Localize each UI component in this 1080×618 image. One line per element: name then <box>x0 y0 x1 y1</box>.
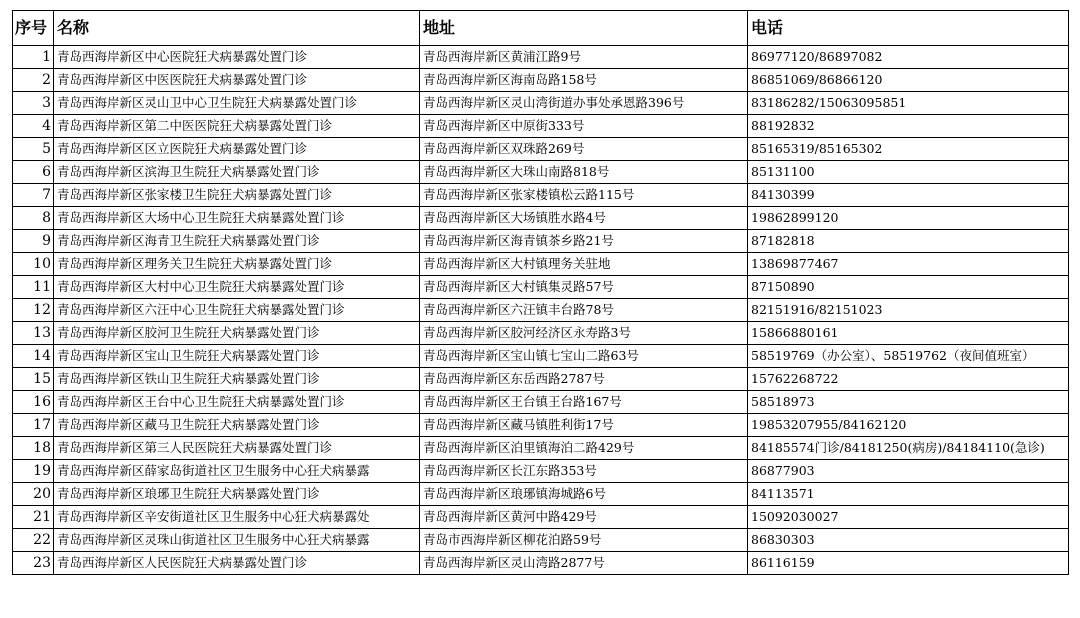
cell-no: 11 <box>13 276 54 299</box>
cell-no: 5 <box>13 138 54 161</box>
cell-phone: 58519769（办公室）、58519762（夜间值班室） <box>748 345 1069 368</box>
cell-address: 青岛西海岸新区灵山湾路2877号 <box>420 552 748 575</box>
cell-no: 15 <box>13 368 54 391</box>
cell-name: 青岛西海岸新区胶河卫生院狂犬病暴露处置门诊 <box>54 322 420 345</box>
cell-name: 青岛西海岸新区辛安街道社区卫生服务中心狂犬病暴露处 <box>54 506 420 529</box>
cell-phone: 85165319/85165302 <box>748 138 1069 161</box>
cell-address: 青岛西海岸新区王台镇王台路167号 <box>420 391 748 414</box>
table-row <box>13 345 1069 368</box>
header-address: 地址 <box>420 11 748 46</box>
cell-phone: 86977120/86897082 <box>748 46 1069 69</box>
cell-phone: 19853207955/84162120 <box>748 414 1069 437</box>
cell-no: 21 <box>13 506 54 529</box>
cell-phone: 88192832 <box>748 115 1069 138</box>
cell-phone: 85131100 <box>748 161 1069 184</box>
table-row <box>13 276 1069 299</box>
cell-name: 青岛西海岸新区薛家岛街道社区卫生服务中心狂犬病暴露 <box>54 460 420 483</box>
table-row <box>13 483 1069 506</box>
cell-address: 青岛西海岸新区双珠路269号 <box>420 138 748 161</box>
cell-name: 青岛西海岸新区第二中医医院狂犬病暴露处置门诊 <box>54 115 420 138</box>
header-no: 序号 <box>13 11 54 46</box>
table-row <box>13 391 1069 414</box>
cell-no: 22 <box>13 529 54 552</box>
table-row <box>13 460 1069 483</box>
cell-phone: 87150890 <box>748 276 1069 299</box>
cell-name: 青岛西海岸新区人民医院狂犬病暴露处置门诊 <box>54 552 420 575</box>
cell-phone: 13869877467 <box>748 253 1069 276</box>
cell-phone: 19862899120 <box>748 207 1069 230</box>
table-row <box>13 230 1069 253</box>
cell-address: 青岛西海岸新区东岳西路2787号 <box>420 368 748 391</box>
cell-name: 青岛西海岸新区王台中心卫生院狂犬病暴露处置门诊 <box>54 391 420 414</box>
cell-address: 青岛西海岸新区大珠山南路818号 <box>420 161 748 184</box>
table-row <box>13 92 1069 115</box>
cell-no: 17 <box>13 414 54 437</box>
cell-name: 青岛西海岸新区灵珠山街道社区卫生服务中心狂犬病暴露 <box>54 529 420 552</box>
cell-address: 青岛西海岸新区藏马镇胜利街17号 <box>420 414 748 437</box>
cell-name: 青岛西海岸新区中医医院狂犬病暴露处置门诊 <box>54 69 420 92</box>
cell-name: 青岛西海岸新区第三人民医院狂犬病暴露处置门诊 <box>54 437 420 460</box>
table-row <box>13 368 1069 391</box>
table-row <box>13 253 1069 276</box>
cell-phone: 86877903 <box>748 460 1069 483</box>
cell-no: 7 <box>13 184 54 207</box>
cell-name: 青岛西海岸新区大村中心卫生院狂犬病暴露处置门诊 <box>54 276 420 299</box>
table-header-row <box>13 11 1069 46</box>
cell-name: 青岛西海岸新区宝山卫生院狂犬病暴露处置门诊 <box>54 345 420 368</box>
cell-phone: 15866880161 <box>748 322 1069 345</box>
clinic-table-container <box>12 10 1069 575</box>
cell-name: 青岛西海岸新区滨海卫生院狂犬病暴露处置门诊 <box>54 161 420 184</box>
cell-no: 10 <box>13 253 54 276</box>
cell-address: 青岛西海岸新区海南岛路158号 <box>420 69 748 92</box>
table-row <box>13 299 1069 322</box>
clinic-table <box>12 10 1069 575</box>
cell-phone: 15762268722 <box>748 368 1069 391</box>
cell-name: 青岛西海岸新区藏马卫生院狂犬病暴露处置门诊 <box>54 414 420 437</box>
table-row <box>13 322 1069 345</box>
cell-name: 青岛西海岸新区理务关卫生院狂犬病暴露处置门诊 <box>54 253 420 276</box>
cell-phone: 87182818 <box>748 230 1069 253</box>
cell-name: 青岛西海岸新区海青卫生院狂犬病暴露处置门诊 <box>54 230 420 253</box>
table-row <box>13 46 1069 69</box>
cell-no: 14 <box>13 345 54 368</box>
cell-name: 青岛西海岸新区张家楼卫生院狂犬病暴露处置门诊 <box>54 184 420 207</box>
cell-phone: 84130399 <box>748 184 1069 207</box>
cell-phone: 86830303 <box>748 529 1069 552</box>
table-row <box>13 161 1069 184</box>
cell-no: 19 <box>13 460 54 483</box>
cell-no: 16 <box>13 391 54 414</box>
cell-phone: 15092030027 <box>748 506 1069 529</box>
header-name: 名称 <box>54 11 420 46</box>
cell-no: 23 <box>13 552 54 575</box>
cell-no: 1 <box>13 46 54 69</box>
cell-phone: 86116159 <box>748 552 1069 575</box>
cell-no: 3 <box>13 92 54 115</box>
cell-address: 青岛西海岸新区大场镇胜水路4号 <box>420 207 748 230</box>
cell-phone: 84113571 <box>748 483 1069 506</box>
table-row <box>13 552 1069 575</box>
cell-phone: 86851069/86866120 <box>748 69 1069 92</box>
cell-no: 9 <box>13 230 54 253</box>
table-row <box>13 207 1069 230</box>
cell-address: 青岛西海岸新区六汪镇丰台路78号 <box>420 299 748 322</box>
cell-name: 青岛西海岸新区六汪中心卫生院狂犬病暴露处置门诊 <box>54 299 420 322</box>
cell-name: 青岛西海岸新区区立医院狂犬病暴露处置门诊 <box>54 138 420 161</box>
table-row <box>13 115 1069 138</box>
cell-address: 青岛西海岸新区大村镇集灵路57号 <box>420 276 748 299</box>
cell-phone: 58518973 <box>748 391 1069 414</box>
cell-address: 青岛西海岸新区张家楼镇松云路115号 <box>420 184 748 207</box>
cell-phone: 83186282/15063095851 <box>748 92 1069 115</box>
cell-name: 青岛西海岸新区琅琊卫生院狂犬病暴露处置门诊 <box>54 483 420 506</box>
table-row <box>13 529 1069 552</box>
cell-phone: 82151916/82151023 <box>748 299 1069 322</box>
cell-no: 20 <box>13 483 54 506</box>
cell-no: 2 <box>13 69 54 92</box>
cell-address: 青岛西海岸新区灵山湾街道办事处承恩路396号 <box>420 92 748 115</box>
table-body <box>13 46 1069 575</box>
cell-address: 青岛西海岸新区胶河经济区永寿路3号 <box>420 322 748 345</box>
cell-address: 青岛西海岸新区中原街333号 <box>420 115 748 138</box>
table-row <box>13 184 1069 207</box>
cell-address: 青岛西海岸新区大村镇理务关驻地 <box>420 253 748 276</box>
table-row <box>13 437 1069 460</box>
cell-address: 青岛西海岸新区长江东路353号 <box>420 460 748 483</box>
cell-address: 青岛西海岸新区黄浦江路9号 <box>420 46 748 69</box>
table-row <box>13 414 1069 437</box>
cell-no: 12 <box>13 299 54 322</box>
cell-address: 青岛市西海岸新区柳花泊路59号 <box>420 529 748 552</box>
cell-no: 4 <box>13 115 54 138</box>
table-row <box>13 69 1069 92</box>
cell-address: 青岛西海岸新区琅琊镇海城路6号 <box>420 483 748 506</box>
table-row <box>13 506 1069 529</box>
cell-address: 青岛西海岸新区黄河中路429号 <box>420 506 748 529</box>
cell-phone: 84185574门诊/84181250(病房)/84184110(急诊) <box>748 437 1069 460</box>
header-phone: 电话 <box>748 11 1069 46</box>
cell-address: 青岛西海岸新区海青镇茶乡路21号 <box>420 230 748 253</box>
cell-name: 青岛西海岸新区大场中心卫生院狂犬病暴露处置门诊 <box>54 207 420 230</box>
cell-no: 8 <box>13 207 54 230</box>
cell-address: 青岛西海岸新区宝山镇七宝山二路63号 <box>420 345 748 368</box>
cell-no: 6 <box>13 161 54 184</box>
table-row <box>13 138 1069 161</box>
cell-name: 青岛西海岸新区中心医院狂犬病暴露处置门诊 <box>54 46 420 69</box>
cell-no: 18 <box>13 437 54 460</box>
cell-address: 青岛西海岸新区泊里镇海泊二路429号 <box>420 437 748 460</box>
cell-name: 青岛西海岸新区灵山卫中心卫生院狂犬病暴露处置门诊 <box>54 92 420 115</box>
cell-name: 青岛西海岸新区铁山卫生院狂犬病暴露处置门诊 <box>54 368 420 391</box>
cell-no: 13 <box>13 322 54 345</box>
